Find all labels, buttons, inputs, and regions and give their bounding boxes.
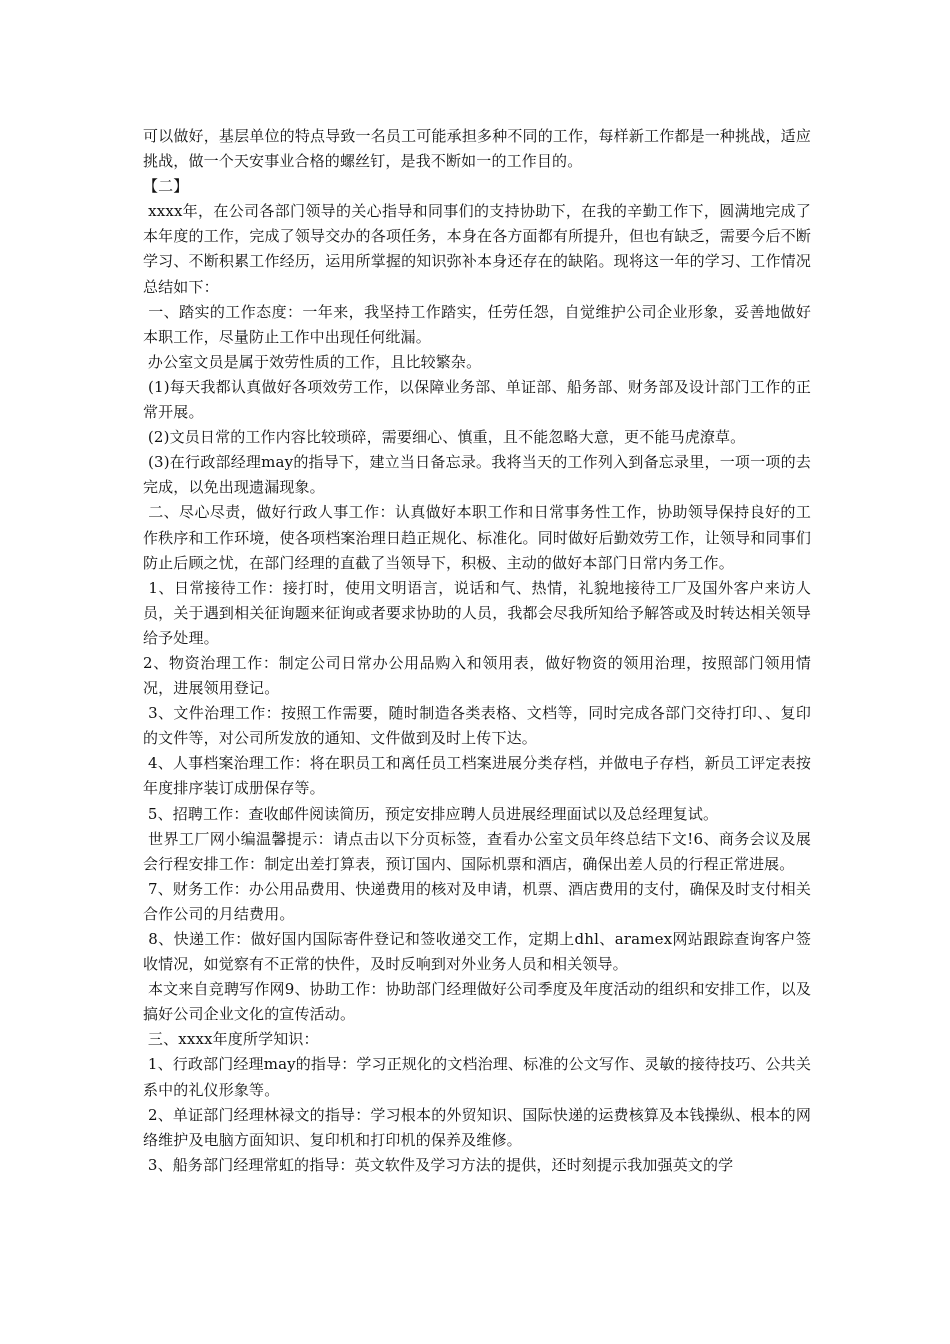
paragraph: 三、xxxx年度所学知识： [143,1030,319,1049]
list-item: 8、快递工作：做好国内国际寄件登记和签收递交工作，定期上dhl、aramex网站跟踪查询客户签收情况，如觉察有不正常的快件，及时反响到对外业务人员和相关领导。 [143,930,812,974]
list-item: 5、招聘工作：查收邮件阅读简历，预定安排应聘人员进展经理面试以及总经理复试。 [143,804,719,823]
paragraph: xxxx年，在公司各部门领导的关心指导和同事们的支持协助下，在我的辛勤工作下，圆满地完成了本年度的工作，完成了领导交办的各项任务，本身在各方面都有所提升，但也有缺乏，需要今后不断学习、不断积累工作经历，运用所掌握的知识弥补本身还存在的缺陷。现将这一年的学习、工作情况总结如下： [143,202,812,296]
paragraph: 办公室文员是属于效劳性质的工作，且比较繁杂。 [143,352,482,371]
list-item: (3)在行政部经理may的指导下，建立当日备忘录。我将当天的工作列入到备忘录里，一项一项的去完成，以免出现遗漏现象。 [143,453,811,497]
list-item: 本文来自竞聘写作网9、协助工作：协助部门经理做好公司季度及年度活动的组织和安排工作，以及搞好公司企业文化的宣传活动。 [143,980,811,1024]
section-heading: 【二】 [143,177,189,196]
list-item: 3、船务部门经理常虹的指导：英文软件及学习方法的提供，还时刻提示我加强英文的学 [143,1155,734,1174]
list-item: (2)文员日常的工作内容比较琐碎，需要细心、慎重，且不能忽略大意，更不能马虎潦草。 [143,428,746,447]
paragraph: 可以做好，基层单位的特点导致一名员工可能承担多种不同的工作，每样新工作都是一种挑战，适应挑战，做一个天安事业合格的螺丝钉，是我不断如一的工作目的。 [143,127,811,171]
document-body [143,124,811,1178]
list-item: 2、单证部门经理林禄文的指导：学习根本的外贸知识、国际快递的运费核算及本钱操纵、根本的网络维护及电脑方面知识、复印机和打印机的保养及维修。 [143,1105,811,1149]
list-item: 1、日常接待工作：接打时，使用文明语言，说话和气、热情，礼貌地接待工厂及国外客户来访人员，关于遇到相关征询题来征询或者要求协助的人员，我都会尽我所知给予解答或及时转达相关领导给予处理。 [143,578,812,647]
list-item: 2、物资治理工作：制定公司日常办公用品购入和领用表，做好物资的领用治理，按照部门领用情况，进展领用登记。 [143,653,811,698]
list-item: (1)每天我都认真做好各项效劳工作，以保障业务部、单证部、船务部、财务部及设计部门工作的正常开展。 [143,377,811,422]
list-item: 4、人事档案治理工作：将在职员工和离任员工档案进展分类存档，并做电子存档，新员工评定表按年度排序装订成册保存等。 [143,754,811,798]
paragraph: 二、尽心尽责，做好行政人事工作：认真做好本职工作和日常事务性工作，协助领导保持良好的工作秩序和工作环境，使各项档案治理日趋正规化、标准化。同时做好后勤效劳工作，让领导和同事们防止后顾之忧，在部门经理的直截了当领导下，积极、主动的做好本部门日常内务工作。 [143,503,811,572]
list-item: 3、文件治理工作：按照工作需要，随时制造各类表格、文档等，同时完成各部门交待打印、、复印的文件等，对公司所发放的通知、文件做到及时上传下达。 [143,704,811,748]
list-item: 世界工厂网小编温馨提示：请点击以下分页标签，查看办公室文员年终总结下文!6、商务会议及展会行程安排工作：制定出差打算表，预订国内、国际机票和酒店，确保出差人员的行程正常进展。 [143,829,811,873]
list-item: 7、财务工作：办公用品费用、快递费用的核对及申请，机票、酒店费用的支付，确保及时支付相关合作公司的月结费用。 [143,879,811,923]
list-item: 1、行政部门经理may的指导：学习正规化的文档治理、标准的公文写作、灵敏的接待技巧、公共关系中的礼仪形象等。 [143,1055,811,1099]
paragraph: 一、踏实的工作态度：一年来，我坚持工作踏实，任劳任怨，自觉维护公司企业形象，妥善地做好本职工作，尽量防止工作中出现任何纰漏。 [143,302,811,346]
